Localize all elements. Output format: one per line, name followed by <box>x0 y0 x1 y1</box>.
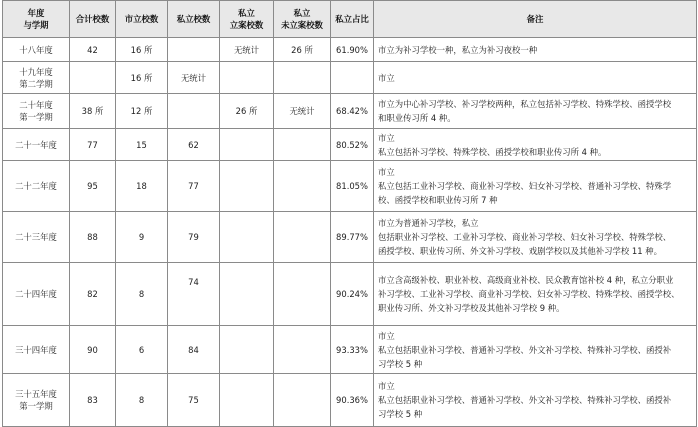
cell-unregistered <box>274 263 331 326</box>
cell-ratio <box>331 62 374 94</box>
cell-remark: 市立为中心补习学校、补习学校两种，私立包括补习学校、特殊学校、函授学校 和职业传习所 4 种。 <box>374 94 697 129</box>
cell-private: 77 <box>168 161 220 212</box>
cell-ratio: 90.36% <box>331 374 374 427</box>
cell-remark: 市立 私立包括补习学校、特殊学校、函授学校和职业传习所 4 种。 <box>374 129 697 161</box>
header-remarks: 备注 <box>374 1 697 38</box>
cell-ratio: 81.05% <box>331 161 374 212</box>
cell-remark: 市立 私立包括职业补习学校、普通补习学校、外文补习学校、特殊补习学校、函授补 习学校 5 种 <box>374 326 697 374</box>
header-year: 年度 与学期 <box>3 1 70 38</box>
table-row <box>3 94 697 129</box>
cell-year: 二十三年度 <box>3 212 70 263</box>
cell-year: 二十四年度 <box>3 263 70 326</box>
header-private-ratio: 私立占比 <box>331 1 374 38</box>
cell-total: 90 <box>70 326 116 374</box>
cell-remark: 市立为补习学校一种，私立为补习夜校一种 <box>374 38 697 62</box>
cell-total: 38 所 <box>70 94 116 129</box>
table-row <box>3 212 697 263</box>
cell-remark: 市立为普通补习学校，私立 包括职业补习学校、工业补习学校、商业补习学校、妇女补习学校、特殊学校、 函授学校、职业传习所、外文补习学校、戏剧学校以及其他补习学校 11 种。 <box>374 212 697 263</box>
cell-unregistered <box>274 129 331 161</box>
header-municipal: 市立校数 <box>116 1 168 38</box>
header-private: 私立校数 <box>168 1 220 38</box>
table-row <box>3 374 697 427</box>
cell-remark: 市立 <box>374 62 697 94</box>
cell-total <box>70 62 116 94</box>
cell-ratio: 68.42% <box>331 94 374 129</box>
cell-municipal: 16 所 <box>116 38 168 62</box>
cell-year: 十八年度 <box>3 38 70 62</box>
cell-ratio: 90.24% <box>331 263 374 326</box>
cell-registered: 26 所 <box>220 94 274 129</box>
cell-ratio: 80.52% <box>331 129 374 161</box>
cell-registered <box>220 129 274 161</box>
cell-private: 无统计 <box>168 62 220 94</box>
cell-total: 88 <box>70 212 116 263</box>
cell-municipal: 6 <box>116 326 168 374</box>
cell-unregistered: 无统计 <box>274 94 331 129</box>
cell-municipal: 16 所 <box>116 62 168 94</box>
cell-total: 42 <box>70 38 116 62</box>
header-private-unregistered: 私立 未立案校数 <box>274 1 331 38</box>
cell-year: 三十五年度 第一学期 <box>3 374 70 427</box>
cell-ratio: 93.33% <box>331 326 374 374</box>
cell-total: 95 <box>70 161 116 212</box>
cell-registered <box>220 161 274 212</box>
header-row <box>3 1 697 38</box>
cell-municipal: 12 所 <box>116 94 168 129</box>
cell-registered <box>220 263 274 326</box>
cell-remark: 市立 私立包括工业补习学校、商业补习学校、妇女补习学校、普通补习学校、特殊学 校、函授学校和职业传习所 7 种 <box>374 161 697 212</box>
cell-unregistered <box>274 212 331 263</box>
cell-registered <box>220 374 274 427</box>
cell-registered: 无统计 <box>220 38 274 62</box>
cell-registered <box>220 62 274 94</box>
cell-unregistered <box>274 326 331 374</box>
school-statistics-table <box>2 0 697 427</box>
cell-municipal: 15 <box>116 129 168 161</box>
cell-year: 二十一年度 <box>3 129 70 161</box>
cell-year: 二十二年度 <box>3 161 70 212</box>
cell-total: 82 <box>70 263 116 326</box>
cell-private: 79 <box>168 212 220 263</box>
cell-private: 75 <box>168 374 220 427</box>
header-total: 合计校数 <box>70 1 116 38</box>
cell-remark: 市立 私立包括职业补习学校、普通补习学校、外文补习学校、特殊补习学校、函授补 习学校 5 种 <box>374 374 697 427</box>
cell-total: 77 <box>70 129 116 161</box>
cell-year: 二十年度 第一学期 <box>3 94 70 129</box>
table-row <box>3 326 697 374</box>
table-row <box>3 62 697 94</box>
cell-municipal: 8 <box>116 263 168 326</box>
cell-unregistered <box>274 62 331 94</box>
cell-private: 62 <box>168 129 220 161</box>
cell-total: 83 <box>70 374 116 427</box>
cell-year: 十九年度 第二学期 <box>3 62 70 94</box>
cell-private: 84 <box>168 326 220 374</box>
table-row <box>3 263 697 326</box>
table-row <box>3 129 697 161</box>
cell-municipal: 18 <box>116 161 168 212</box>
cell-municipal: 8 <box>116 374 168 427</box>
cell-unregistered <box>274 374 331 427</box>
cell-ratio: 61.90% <box>331 38 374 62</box>
cell-municipal: 9 <box>116 212 168 263</box>
table-row <box>3 38 697 62</box>
cell-private <box>168 94 220 129</box>
cell-private: 74 <box>168 263 220 326</box>
cell-registered <box>220 326 274 374</box>
cell-unregistered: 26 所 <box>274 38 331 62</box>
table-row <box>3 161 697 212</box>
cell-registered <box>220 212 274 263</box>
cell-ratio: 89.77% <box>331 212 374 263</box>
cell-remark: 市立含高级补校、职业补校、高级商业补校、民众教育馆补校 4 种，私立分职业 补习学校、工业补习学校、商业补习学校、妇女补习学校、特殊学校、函授学校、 职业传习所、外文补习学校及其他补习学校 9 种。 <box>374 263 697 326</box>
cell-private <box>168 38 220 62</box>
cell-year: 三十四年度 <box>3 326 70 374</box>
header-private-registered: 私立 立案校数 <box>220 1 274 38</box>
cell-unregistered <box>274 161 331 212</box>
